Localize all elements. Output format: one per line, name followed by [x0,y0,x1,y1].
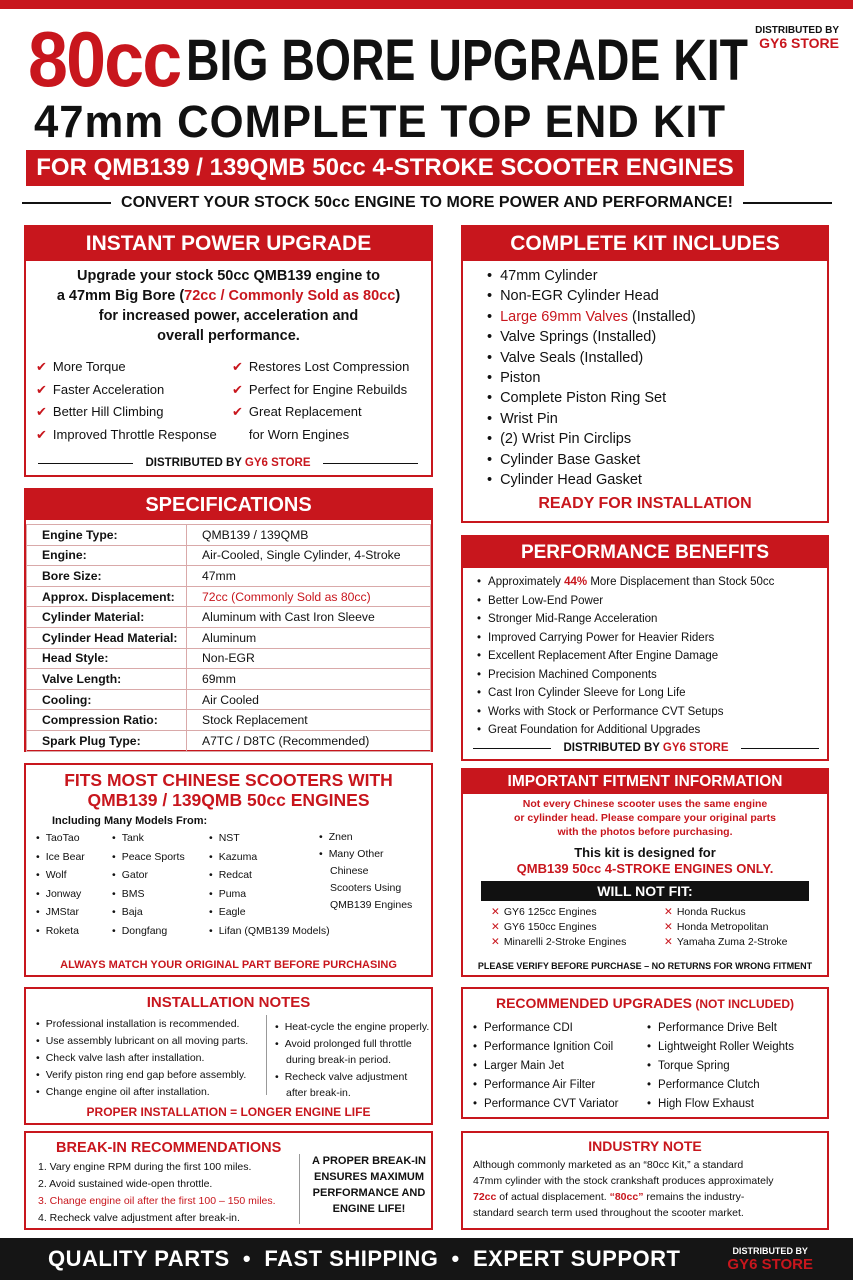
brand-item: • Eagle [209,903,319,922]
checklist-label: More Torque [52,359,126,374]
table-row [27,525,431,546]
install-right [266,1015,430,1099]
table-row [27,710,431,731]
list-item: • Avoid prolonged full throttle [275,1036,429,1053]
not-fit-label: Honda Ruckus [676,906,746,918]
industry-text [473,1157,827,1221]
list-item: • Torque Spring [647,1057,794,1076]
checklist-label: Perfect for Engine Rebuilds [248,381,408,397]
distributor-badge [755,24,839,50]
footer-bar [0,1238,853,1280]
footer-store: GY6 STORE [727,1256,813,1273]
brand-item: • Baja [112,903,209,922]
fits-panel [24,763,433,977]
note-line: 47mm cylinder with the stock crankshaft produces approximately [473,1175,774,1187]
note-line [473,1189,827,1205]
table-row [27,627,431,648]
title-note: (NOT INCLUDED) [692,997,794,1011]
distributed-line [38,457,418,469]
list-item: • Lightweight Roller Weights [647,1038,794,1057]
check-icon: ✔ [232,359,243,374]
brand-column [36,829,112,941]
item-part: Approximately [488,576,565,588]
check-icon: ✔ [36,381,47,397]
spec-value: 47mm [187,566,431,587]
intro-text [26,266,431,346]
intro-line: Upgrade your stock 50cc QMB139 engine to [77,268,380,284]
not-fit-right [664,905,788,950]
checklist-label: Better Hill Climbing [52,404,164,419]
upgrade-columns [463,1019,827,1114]
performance-benefits-panel [461,535,829,761]
spec-value: 72cc (Commonly Sold as 80cc) [187,586,431,607]
install-columns [26,1015,431,1101]
brand-item: QMB139 Engines [330,899,413,911]
panel-title: SPECIFICATIONS [26,490,431,520]
distributed-text [563,742,728,754]
x-icon: ✕ [664,921,673,933]
divider [22,202,111,204]
brand-item: • TaoTao [36,829,112,848]
brand-item: • Jonway [36,885,112,904]
brand-column [209,829,330,941]
distributed-line [473,742,819,754]
checklist-item [232,401,409,424]
list-item: • Performance CDI [473,1019,647,1038]
spec-key: Cylinder Head Material: [27,627,187,648]
list-item: after break-in. [286,1087,351,1099]
spec-key: Bore Size: [27,566,187,587]
will-not-fit-banner: WILL NOT FIT: [481,881,809,901]
top-accent-bar [0,0,853,9]
brand-item: • Roketa [36,922,112,941]
performance-list [463,568,827,740]
not-fit-label: Yamaha Zuma 2-Stroke [676,936,788,948]
convert-text: CONVERT YOUR STOCK 50cc ENGINE TO MORE POWER AND PERFORMANCE! [121,194,733,211]
brand-item: Scooters Using [330,882,402,894]
list-item: • Precision Machined Components [477,666,827,685]
spec-value: Air Cooled [187,689,431,710]
list-item: • Verify piston ring end gap before assembly. [36,1067,266,1084]
checklist-label: Improved Throttle Response [52,426,217,442]
note-part: of actual displacement. [496,1191,610,1203]
instant-power-panel [24,225,433,477]
list-item: • Great Foundation for Additional Upgrades [477,721,827,740]
brand-item: • Tank [112,829,209,848]
list-item: • Valve Seals (Installed) [487,348,827,368]
list-item: • Larger Main Jet [473,1057,647,1076]
panel-title: INSTALLATION NOTES [146,994,311,1011]
list-item: • Professional installation is recommended. [36,1016,266,1033]
spec-key: Head Style: [27,648,187,669]
checklist-item [232,379,409,402]
dist-store: GY6 STORE [662,742,729,754]
title-main: RECOMMENDED UPGRADES [495,995,692,1011]
list-item: • High Flow Exhaust [647,1095,794,1114]
not-fit-label: GY6 150cc Engines [503,921,597,933]
title-big-bore: BIG BORE UPGRADE KIT [185,28,748,93]
title-line: QMB139 / 139QMB 50cc ENGINES [87,790,370,810]
spec-key: Cylinder Material: [27,607,187,628]
panel-title: INSTANT POWER UPGRADE [26,227,431,261]
spec-key: Spark Plug Type: [27,730,187,751]
brand-item: • Many Other [319,846,412,863]
footer-slogan: QUALITY PARTS • FAST SHIPPING • EXPERT SUPPORT [48,1246,681,1271]
not-fit-item [491,905,664,920]
intro-line: overall performance. [157,328,300,344]
not-fit-item [664,905,788,920]
check-icon: ✔ [36,426,47,442]
spec-value: Stock Replacement [187,710,431,731]
table-row [27,730,431,751]
distributed-by-label: DISTRIBUTED BY [755,25,839,36]
divider [323,463,418,464]
designed-engine: QMB139 50cc 4-STROKE ENGINES ONLY. [516,861,774,876]
list-item: • Performance Ignition Coil [473,1038,647,1057]
brand-item: • JMStar [36,903,112,922]
check-icon: ✔ [232,404,243,419]
list-item: • Performance Drive Belt [647,1019,794,1038]
brand-column [319,829,412,941]
brand-item: • Wolf [36,866,112,885]
spec-key: Approx. Displacement: [27,586,187,607]
list-item: • Performance Clutch [647,1076,794,1095]
brand-item: Chinese [330,865,369,877]
not-fit-item [664,920,788,935]
break-in-panel [24,1131,433,1230]
list-item: • Excellent Replacement After Engine Damage [477,647,827,666]
brand-item: • Gator [112,866,209,885]
not-fit-left [491,905,664,950]
dist-store: GY6 STORE [244,457,311,469]
checklist-item [232,356,409,379]
check-icon: ✔ [36,404,47,419]
convert-line [22,192,832,214]
list-item: • Use assembly lubricant on all moving parts. [36,1033,266,1050]
list-item: • Heat-cycle the engine properly. [275,1019,429,1036]
panel-title: BREAK-IN RECOMMENDATIONS [56,1140,282,1156]
spec-key: Engine Type: [27,525,187,546]
designed-line: This kit is designed for [574,845,716,860]
footer-distributor [727,1244,813,1272]
upgrades-left [473,1019,647,1114]
brand-item: • BMS [112,885,209,904]
not-fit-item [491,935,664,950]
checklist-label: Restores Lost Compression [248,359,410,374]
list-item: • Change engine oil after installation. [36,1084,266,1101]
table-row [27,689,431,710]
list-item: • Improved Carrying Power for Heavier Riders [477,629,827,648]
warning-line: or cylinder head. Please compare your original parts [513,812,776,824]
table-row [27,648,431,669]
divider [38,463,133,464]
distributed-text [145,457,310,469]
list-item: • Wrist Pin [487,409,827,429]
intro-part: a 47mm Big Bore ( [56,288,185,304]
verify-text: PLEASE VERIFY BEFORE PURCHASE – NO RETURNS FOR WRONG FITMENT [477,961,813,971]
checklist-item [36,379,232,402]
intro-line: for increased power, acceleration and [98,308,359,324]
panel-title: IMPORTANT FITMENT INFORMATION [463,770,827,794]
checklist-item [36,401,232,424]
brand-item: • Peace Sports [112,848,209,867]
list-item: • Cylinder Head Gasket [487,470,827,490]
not-fit-label: Honda Metropolitan [676,921,769,933]
spec-value: Air-Cooled, Single Cylinder, 4-Stroke [187,545,431,566]
percent-value: 44% [564,576,588,588]
brand-item: • Puma [209,885,319,904]
brand-item: • Znen [319,829,412,846]
item-part: More Displacement than Stock 50cc [587,576,775,588]
not-fit-lists [463,905,827,950]
checklist-left [36,356,232,446]
industry-note-panel [461,1131,829,1230]
spec-key: Compression Ratio: [27,710,187,731]
list-item: • Performance CVT Variator [473,1095,647,1114]
callout-line: ENGINE LIFE! [332,1203,406,1215]
table-row [27,669,431,690]
list-item: • Cylinder Base Gasket [487,450,827,470]
upgrades-right [647,1019,794,1114]
footer-dist-label: DISTRIBUTED BY [732,1246,808,1256]
break-in-item: 4. Recheck valve adjustment after break-in. [38,1212,240,1224]
spec-value: 69mm [187,669,431,690]
panel-title: INDUSTRY NOTE [588,1138,702,1154]
note-line: standard search term used throughout the scooter market. [473,1207,744,1219]
not-fit-label: GY6 125cc Engines [503,906,597,918]
break-in-item: 2. Avoid sustained wide-open throttle. [38,1178,213,1190]
break-in-callout [310,1153,428,1217]
list-item: • Check valve lash after installation. [36,1050,266,1067]
divider [741,748,819,749]
divider [743,202,832,204]
table-row [27,545,431,566]
title-80cc: 80cc [28,15,181,103]
list-item: • Recheck valve adjustment [275,1069,429,1086]
store-name: GY6 STORE [759,35,839,51]
list-item: • Stronger Mid-Range Acceleration [477,610,827,629]
recommended-upgrades-panel [461,987,829,1119]
spec-value: Non-EGR [187,648,431,669]
brand-item: • Lifan (QMB139 Models) [209,922,319,941]
valves-rest: (Installed) [627,308,696,325]
intro-part: ) [395,288,401,304]
main-title [28,14,748,103]
list-item: • (2) Wrist Pin Circlips [487,429,827,449]
divider [299,1154,300,1224]
intro-red: 72cc / Commonly Sold as 80cc [184,288,396,304]
note-part: remains the industry- [643,1191,745,1203]
list-item: • Performance Air Filter [473,1076,647,1095]
panel-title: COMPLETE KIT INCLUDES [463,227,827,261]
valves-red: Large 69mm Valves [500,308,628,325]
check-icon: ✔ [232,381,243,397]
checklist-label: for Worn Engines [248,426,350,442]
divider [473,748,551,749]
brand-item: • Redcat [209,866,319,885]
panel-title [463,995,827,1011]
brand-item: • Ice Bear [36,848,112,867]
warning-line: with the photos before purchasing. [557,826,733,838]
list-item: • Cast Iron Cylinder Sleeve for Long Life [477,684,827,703]
list-item: • Works with Stock or Performance CVT Setups [477,703,827,722]
fitment-warning [463,797,827,839]
dist-label: DISTRIBUTED BY [145,457,245,469]
table-row [27,607,431,628]
installation-notes-panel [24,987,433,1125]
spec-table [26,524,431,752]
callout-line: PERFORMANCE AND [312,1187,426,1199]
including-label: Including Many Models From: [52,815,208,827]
warning-line: Not every Chinese scooter uses the same engine [522,798,768,810]
not-fit-item [664,935,788,950]
table-row [27,566,431,587]
spec-key: Engine: [27,545,187,566]
spec-value: Aluminum [187,627,431,648]
list-item: during break-in period. [286,1054,392,1066]
note-red: 72cc [473,1191,497,1203]
list-item [487,307,827,327]
table-row [27,586,431,607]
callout-line: A PROPER BREAK-IN [312,1155,426,1167]
note-red: “80cc” [609,1191,644,1203]
title-line: FITS MOST CHINESE SCOOTERS WITH [64,770,393,790]
brand-item: • Kazuma [209,848,319,867]
checklist-label: Great Replacement [248,404,362,419]
always-match-text: ALWAYS MATCH YOUR ORIGINAL PART BEFORE PURCHASING [60,959,397,971]
specifications-panel [24,488,433,752]
checklist-item [36,356,232,379]
engine-banner: FOR QMB139 / 139QMB 50cc 4-STROKE SCOOTER ENGINES [26,150,744,186]
spec-value: Aluminum with Cast Iron Sleeve [187,607,431,628]
list-item: • Complete Piston Ring Set [487,388,827,408]
checklist-item [232,424,409,447]
kit-list [463,261,827,490]
checklist-right [232,356,409,446]
x-icon: ✕ [491,921,500,933]
break-in-item: 3. Change engine oil after the first 100 – 150 miles. [38,1195,276,1207]
x-icon: ✕ [491,936,500,948]
panel-title: PERFORMANCE BENEFITS [463,537,827,568]
list-item [477,573,827,592]
callout-line: ENSURES MAXIMUM [313,1171,424,1183]
designed-for [463,845,827,877]
brand-column [112,829,209,941]
subtitle: 47mm COMPLETE TOP END KIT [34,96,727,147]
intro-line [26,286,431,306]
check-icon: ✔ [36,359,47,374]
proper-install-text: PROPER INSTALLATION = LONGER ENGINE LIFE [86,1105,371,1119]
list-item: • Valve Springs (Installed) [487,327,827,347]
benefit-checklists [26,356,431,446]
install-left [36,1015,266,1101]
checklist-label: Faster Acceleration [52,381,165,397]
not-fit-item [491,920,664,935]
not-fit-label: Minarelli 2-Stroke Engines [503,936,627,948]
x-icon: ✕ [664,936,673,948]
spec-value: A7TC / D8TC (Recommended) [187,730,431,751]
brand-columns [26,829,431,941]
fits-title [26,770,431,810]
spec-key: Valve Length: [27,669,187,690]
list-item: • Non-EGR Cylinder Head [487,286,827,306]
brand-item: • NST [209,829,319,848]
x-icon: ✕ [664,906,673,918]
brand-item: • Dongfang [112,922,209,941]
checklist-item [36,424,232,447]
fitment-panel [461,768,829,977]
dist-label: DISTRIBUTED BY [563,742,663,754]
ready-text: READY FOR INSTALLATION [538,495,752,513]
x-icon: ✕ [491,906,500,918]
list-item: • Better Low-End Power [477,592,827,611]
spec-value: QMB139 / 139QMB [187,525,431,546]
kit-includes-panel [461,225,829,523]
list-item: • Piston [487,368,827,388]
note-line: Although commonly marketed as an “80cc Kit,” a standard [473,1159,744,1171]
break-in-item: 1. Vary engine RPM during the first 100 miles. [38,1161,252,1173]
list-item: • 47mm Cylinder [487,266,827,286]
spec-key: Cooling: [27,689,187,710]
